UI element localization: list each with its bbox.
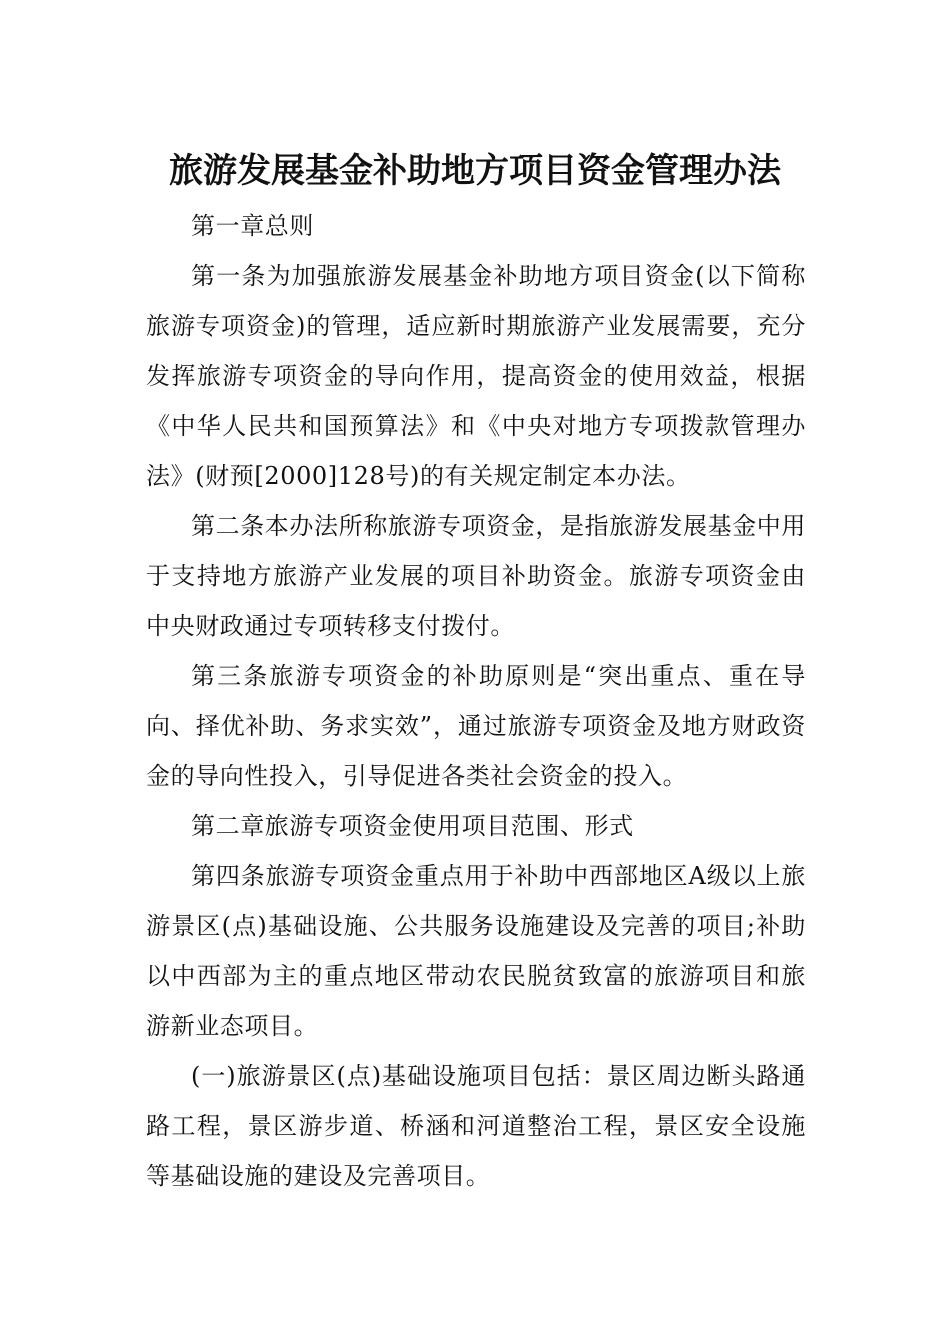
article-paragraph: 第三条旅游专项资金的补助原则是“突出重点、重在导向、择优补助、务求实效”，通过旅游专项资金及地方财政资金的导向性投入，引导促进各类社会资金的投入。 [146,662,806,790]
article-paragraph: 第二条本办法所称旅游专项资金，是指旅游发展基金中用于支持地方旅游产业发展的项目补助资金。旅游专项资金由中央财政通过专项转移支付拨付。 [146,512,806,640]
document-body [146,201,806,1201]
document-title: 旅游发展基金补助地方项目资金管理办法 [169,151,781,191]
chapter-heading: 第二章旅游专项资金使用项目范围、形式 [191,812,634,840]
chapter-heading: 第一章总则 [191,212,314,240]
article-paragraph: (一)旅游景区(点)基础设施项目包括：景区周边断头路通路工程，景区游步道、桥涵和河道整治工程，景区安全设施等基础设施的建设及完善项目。 [146,1062,806,1190]
article-paragraph: 第一条为加强旅游发展基金补助地方项目资金(以下简称旅游专项资金)的管理，适应新时期旅游产业发展需要，充分发挥旅游专项资金的导向作用，提高资金的使用效益，根据《中华人民共和国预算法》和《中央对地方专项拨款管理办法》(财预[2000]128号)的有关规定制定本办法。 [146,262,806,490]
article-paragraph: 第四条旅游专项资金重点用于补助中西部地区A级以上旅游景区(点)基础设施、公共服务设施建设及完善的项目;补助以中西部为主的重点地区带动农民脱贫致富的旅游项目和旅游新业态项目。 [146,862,806,1040]
